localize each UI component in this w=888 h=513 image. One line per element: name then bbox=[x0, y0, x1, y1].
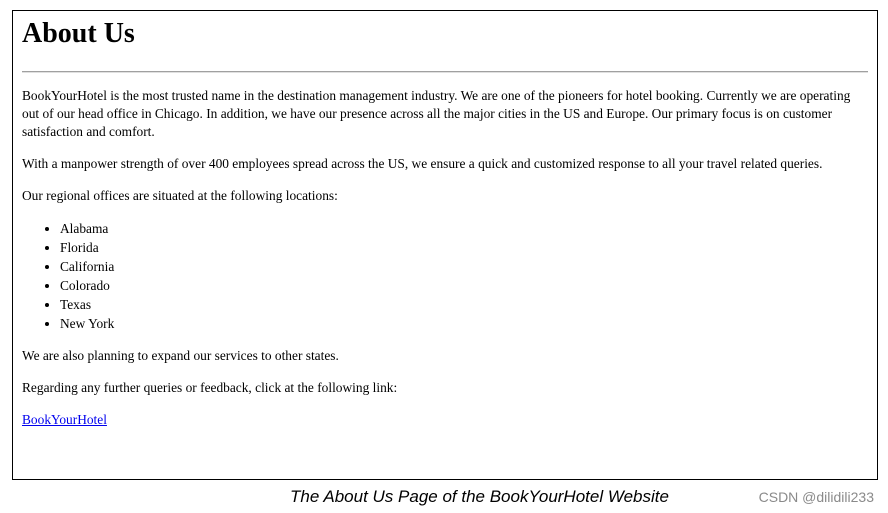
page-title: About Us bbox=[22, 18, 135, 49]
list-item: • New York bbox=[60, 314, 868, 333]
list-item: • Alabama bbox=[60, 219, 868, 238]
list-item: • Texas bbox=[60, 295, 868, 314]
list-item: • Colorado bbox=[60, 276, 868, 295]
list-item: • Florida bbox=[60, 238, 868, 257]
watermark: CSDN @dilidili233 bbox=[758, 489, 874, 505]
manpower-paragraph: With a manpower strength of over 400 employees spread across the US, we ensure a quick and customized response to all your travel related queries. bbox=[22, 156, 823, 171]
list-item: • California bbox=[60, 257, 868, 276]
expand-paragraph: We are also planning to expand our services to other states. bbox=[22, 348, 339, 363]
title-divider bbox=[22, 71, 868, 73]
bookyourhotel-link[interactable]: BookYourHotel bbox=[22, 412, 107, 427]
feedback-paragraph: Regarding any further queries or feedback, click at the following link: bbox=[22, 380, 398, 395]
offices-intro-paragraph: Our regional offices are situated at the following locations: bbox=[22, 188, 338, 203]
intro-paragraph: BookYourHotel is the most trusted name in the destination management industry. We are one of the pioneers for hotel booking. Currently we are operating out of our head office in Chicago. In addition, we have our presence across all the major cities in the US and Europe. Our primary focus is on customer satisfaction and comfort. bbox=[22, 88, 851, 139]
browser-page-frame bbox=[12, 10, 878, 480]
offices-list bbox=[22, 219, 868, 333]
figure-caption: The About Us Page of the BookYourHotel Website bbox=[290, 487, 669, 506]
